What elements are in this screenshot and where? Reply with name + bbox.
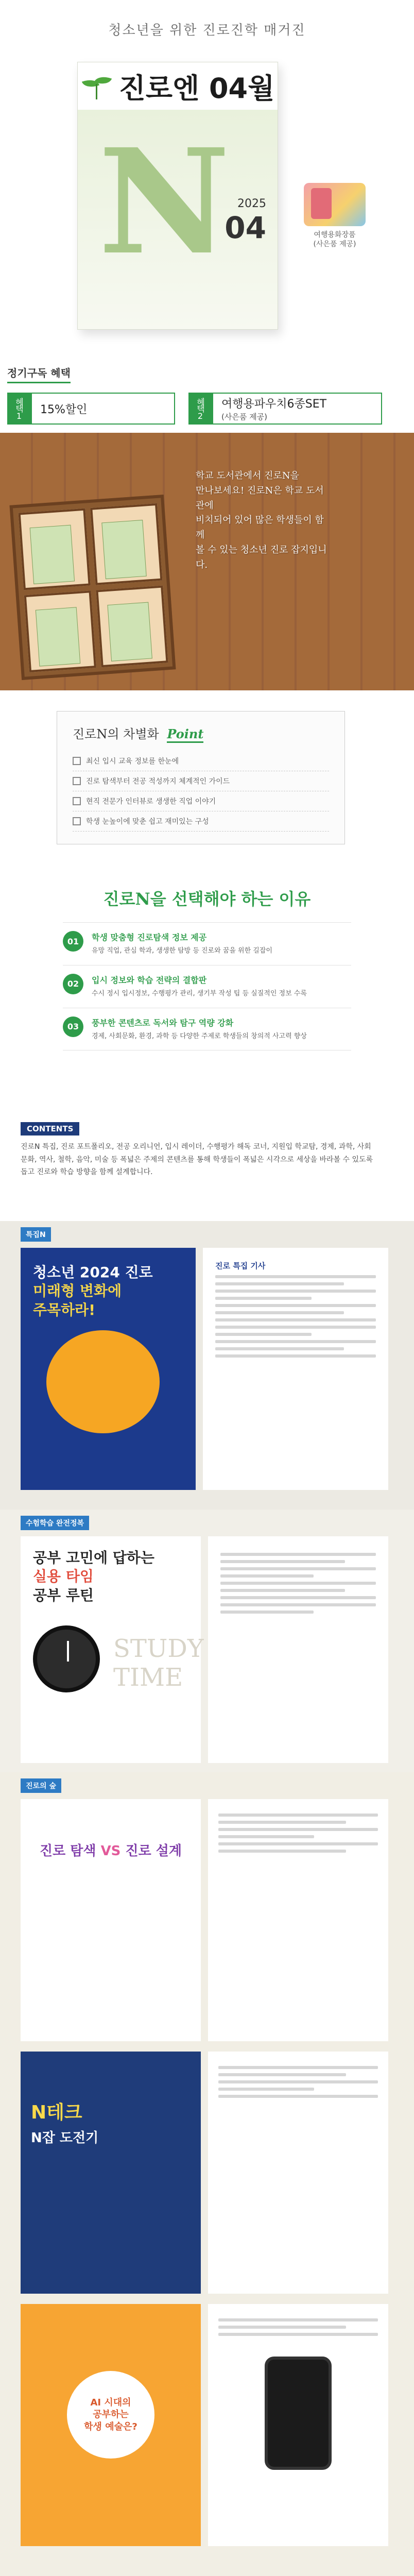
- tech-subtitle: N잡 도전기: [31, 2130, 99, 2146]
- reasons-list: [63, 922, 351, 1050]
- special-section: [0, 1221, 414, 1510]
- reason-number: 03: [63, 1016, 83, 1037]
- article-heading: 진로 특집 기사: [215, 1261, 266, 1270]
- career-spread: [21, 2304, 393, 2546]
- poster-illustration: [46, 1330, 160, 1433]
- reason-number: 02: [63, 974, 83, 994]
- contents-text: 진로N 특집, 진로 포트폴리오, 전공 오리니언, 입시 레이더, 수행평가 해독 코너, 지원입 학교탐, 경제, 과학, 사회 문화, 역사, 철학, 음악, 미술 등 폭넓은 주제의 콘텐츠를 통해 학생들이 폭넓은 시각으로 세상을 바라볼 수 있도록 돕고 진로와 학습 방향을 함께 설계합니다.: [21, 1143, 373, 1176]
- section-tag: 수험학습 완전정복: [21, 1516, 89, 1530]
- reason-description: 유망 직업, 관심 학과, 생생한 탐방 등 진로와 꿈을 위한 길잡이: [92, 947, 272, 955]
- benefit-label: [212, 393, 382, 425]
- reason-heading: 입시 정보와 학습 전략의 결합판: [92, 975, 207, 985]
- issue-year: 2025: [237, 197, 266, 210]
- benefit-card: [7, 393, 175, 425]
- gift-image: [304, 183, 366, 226]
- career-section: [0, 1772, 414, 2576]
- tech-title: N테크: [31, 2102, 82, 2123]
- career-article-page: [208, 2304, 388, 2546]
- reason-number: 01: [63, 931, 83, 952]
- reason-item: [63, 1008, 351, 1051]
- career-vs-page: [21, 1799, 201, 2041]
- library-photo-section: [0, 433, 414, 690]
- cover-big-letter: N: [98, 117, 230, 287]
- benefit-number: 혜택1: [7, 393, 31, 425]
- cover-body: [78, 110, 278, 329]
- features-list: [73, 751, 329, 832]
- issue-month: 04: [225, 210, 266, 245]
- checkbox-icon: [73, 777, 81, 785]
- reasons-section: [0, 881, 414, 1118]
- special-spread: [21, 1248, 393, 1490]
- cover-issue: [225, 197, 266, 245]
- special-poster: [21, 1248, 196, 1490]
- study-watermark: STUDY TIME: [113, 1634, 204, 1692]
- magazine-cover: [77, 62, 278, 330]
- study-article-page: [208, 1536, 388, 1763]
- career-tech-page: [21, 2052, 201, 2294]
- section-tag: 진로의 숲: [21, 1778, 61, 1793]
- reasons-title: 진로N을 선택해야 하는 이유: [103, 889, 311, 909]
- career-article-page: [208, 2052, 388, 2294]
- gift-caption: 여행용화장품 (사은품 제공): [313, 231, 356, 249]
- reason-item: [63, 965, 351, 1008]
- career-article-page: [208, 1799, 388, 2041]
- study-spread: [21, 1536, 393, 1763]
- poster-title: 청소년 2024 진로 미래형 변화에 주목하라!: [33, 1264, 153, 1318]
- cover-header: [78, 62, 278, 110]
- study-cover-page: [21, 1536, 204, 1763]
- benefit-number: 혜택2: [188, 393, 212, 425]
- checkbox-icon: [73, 817, 81, 825]
- features-title-text: 진로N의 차별화: [73, 727, 159, 741]
- alarm-clock-icon: [33, 1625, 100, 1692]
- gift-set: [304, 183, 366, 250]
- feature-item: 학생 눈높이에 맞춘 쉽고 재미있는 구성: [73, 811, 329, 832]
- study-section: [0, 1510, 414, 1772]
- benefit-label-text: 15%할인: [40, 403, 88, 416]
- cover-title: 진로엔 04월: [118, 72, 275, 105]
- hero-tagline: 청소년을 위한 진로진학 매거진: [108, 23, 306, 38]
- checkbox-icon: [73, 757, 81, 765]
- study-title: 공부 고민에 답하는 실용 타임 공부 루틴: [33, 1549, 154, 1604]
- special-article: [203, 1248, 388, 1490]
- feature-item: 현직 전문가 인터뷰로 생생한 직업 이야기: [73, 791, 329, 811]
- reason-description: 경제, 사회문화, 환경, 과학 등 다양한 주제로 학생들의 창의적 사고력 향상: [92, 1032, 307, 1040]
- feature-item: 최신 입시 교육 정보를 한눈에: [73, 751, 329, 771]
- reason-heading: 학생 맞춤형 진로탐색 정보 제공: [92, 933, 207, 942]
- features-section: [0, 690, 414, 881]
- career-spread: [21, 2052, 393, 2294]
- benefits-title: 정기구독 혜택: [7, 365, 71, 383]
- contents-section: [0, 1118, 414, 1221]
- magazine-shelf-image: [10, 495, 176, 680]
- section-tag: 특집N: [21, 1227, 51, 1242]
- checkbox-icon: [73, 797, 81, 805]
- library-note: 학교 도서관에서 진로N을 만나보세요! 진로N은 학교 도서관에 비치되어 있어 많은 학생들이 함께 볼 수 있는 청소년 진로 잡지입니다.: [196, 470, 327, 570]
- benefit-card: [188, 393, 382, 425]
- reason-item: [63, 923, 351, 965]
- features-title: [73, 724, 329, 742]
- career-quiz-page: [21, 2304, 201, 2546]
- reason-heading: 풍부한 콘텐츠로 독서와 탐구 역량 강화: [92, 1018, 234, 1028]
- vs-title: 진로 탐색 VS 진로 설계: [39, 1843, 182, 1859]
- benefit-label-text: 여행용파우치6종SET: [221, 398, 327, 411]
- benefits-section: [0, 361, 414, 433]
- benefit-cards: [7, 393, 414, 425]
- point-label: Point: [167, 726, 203, 743]
- contents-tag: CONTENTS: [21, 1122, 79, 1136]
- sprout-icon: [81, 71, 112, 101]
- features-card: [57, 711, 345, 844]
- reason-description: 수시 정시 입시정보, 수행평가 관리, 생기부 작성 팁 등 실질적인 정보 수록: [92, 989, 307, 997]
- phone-image: [265, 2357, 332, 2470]
- benefit-note: (사은품 제공): [221, 412, 267, 421]
- hero-section: [0, 0, 414, 361]
- feature-item: 진로 탐색부터 전공 적성까지 체계적인 가이드: [73, 771, 329, 791]
- quiz-title: AI 시대의 공부하는 학생 예술은?: [67, 2371, 154, 2459]
- benefit-label: [31, 393, 175, 425]
- career-spread: [21, 1799, 393, 2041]
